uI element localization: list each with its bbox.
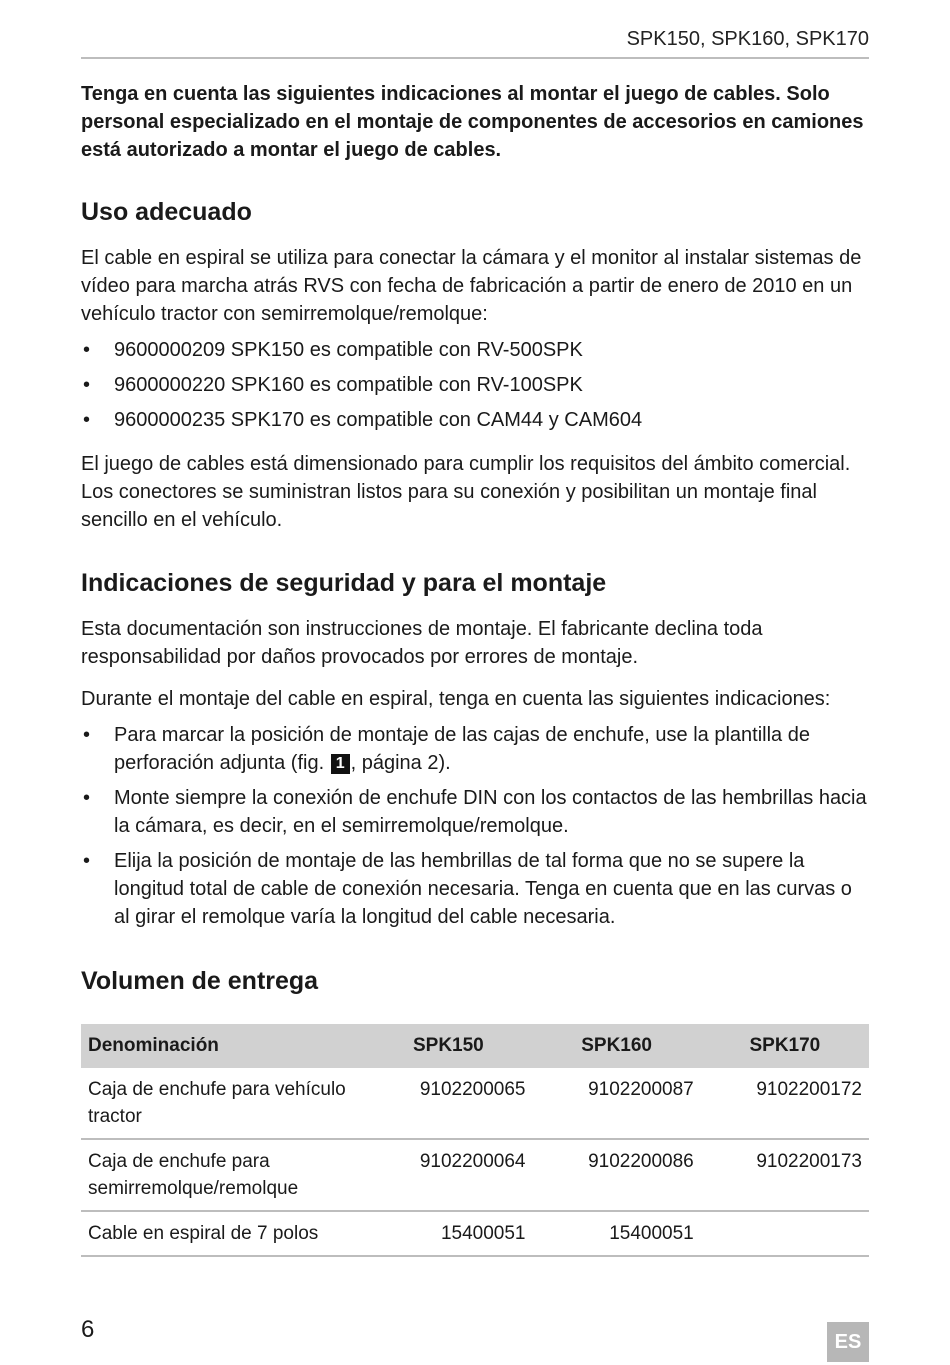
- table-row: [81, 1139, 869, 1211]
- table-cell: 9102200065: [364, 1068, 532, 1139]
- column-header: Denominación: [81, 1024, 364, 1068]
- section-title-entrega: Volumen de entrega: [81, 967, 319, 995]
- list-item: • 9600000209 SPK150 es compatible con RV-500SPK: [81, 336, 871, 364]
- column-header: SPK150: [364, 1024, 532, 1068]
- table-row: [81, 1068, 869, 1139]
- table-cell: Caja de enchufe para semirremolque/remolque: [81, 1139, 364, 1211]
- page-number: 6: [81, 1316, 95, 1343]
- seguridad-paragraph-2: Durante el montaje del cable en espiral, tenga en cuenta las siguientes indicaciones:: [81, 688, 831, 710]
- table-row: [81, 1211, 869, 1256]
- header-models: SPK150, SPK160, SPK170: [81, 28, 869, 59]
- table-header-row: [81, 1024, 869, 1068]
- uso-paragraph-1: El cable en espiral se utiliza para conectar la cámara y el monitor al instalar sistemas de vídeo para marcha atrás RVS con fecha de fabricación a partir de enero de 2010 en un vehículo tractor con semirremolque/remolque:: [81, 247, 862, 325]
- column-header: SPK170: [701, 1024, 869, 1068]
- table-cell: 15400051: [364, 1211, 532, 1256]
- bullet-text: Para marcar la posición de montaje de las cajas de enchufe, use la plantilla de perforación adjunta (fig.: [114, 724, 810, 774]
- table-cell: 9102200064: [364, 1139, 532, 1211]
- uso-paragraph-2: El juego de cables está dimensionado para cumplir los requisitos del ámbito comercial. Los conectores se suministran listos para su conexión y posibilitan un montaje final sencillo en el vehículo.: [81, 453, 851, 531]
- table-cell: 15400051: [532, 1211, 700, 1256]
- table-cell: 9102200087: [532, 1068, 700, 1139]
- table-cell: Caja de enchufe para vehículo tractor: [81, 1068, 364, 1139]
- table-cell: 9102200172: [701, 1068, 869, 1139]
- intro-warning: Tenga en cuenta las siguientes indicaciones al montar el juego de cables. Solo personal especializado en el montaje de componentes de accesorios en camiones está autorizado a montar el juego de cables.: [81, 83, 864, 161]
- table-cell: Cable en espiral de 7 polos: [81, 1211, 364, 1256]
- figure-reference-badge: 1: [331, 754, 350, 774]
- bullet-text: , página 2).: [350, 752, 451, 774]
- seguridad-paragraph-1: Esta documentación son instrucciones de montaje. El fabricante declina toda responsabilidad por daños provocados por errores de montaje.: [81, 618, 763, 668]
- compat-list: [81, 336, 871, 441]
- montaje-list: [81, 721, 871, 938]
- list-item: • 9600000220 SPK160 es compatible con RV-100SPK: [81, 371, 871, 399]
- table-cell: 9102200086: [532, 1139, 700, 1211]
- section-title-seguridad: Indicaciones de seguridad y para el montaje: [81, 569, 607, 597]
- table-cell: 9102200173: [701, 1139, 869, 1211]
- language-badge: ES: [827, 1322, 869, 1362]
- list-item: • 9600000235 SPK170 es compatible con CAM44 y CAM604: [81, 406, 871, 434]
- column-header: SPK160: [532, 1024, 700, 1068]
- table-cell: [701, 1211, 869, 1256]
- list-item: • Elija la posición de montaje de las hembrillas de tal forma que no se supere la longitud total de cable de conexión necesaria. Tenga en cuenta que en las curvas o al girar el remolque varía la longitud del cable necesaria.: [81, 847, 871, 931]
- list-item: • Monte siempre la conexión de enchufe DIN con los contactos de las hembrillas hacia la cámara, es decir, en el semirremolque/remolque.: [81, 784, 871, 840]
- list-item: [81, 721, 871, 777]
- delivery-table: [81, 1024, 869, 1257]
- section-title-uso: Uso adecuado: [81, 198, 252, 226]
